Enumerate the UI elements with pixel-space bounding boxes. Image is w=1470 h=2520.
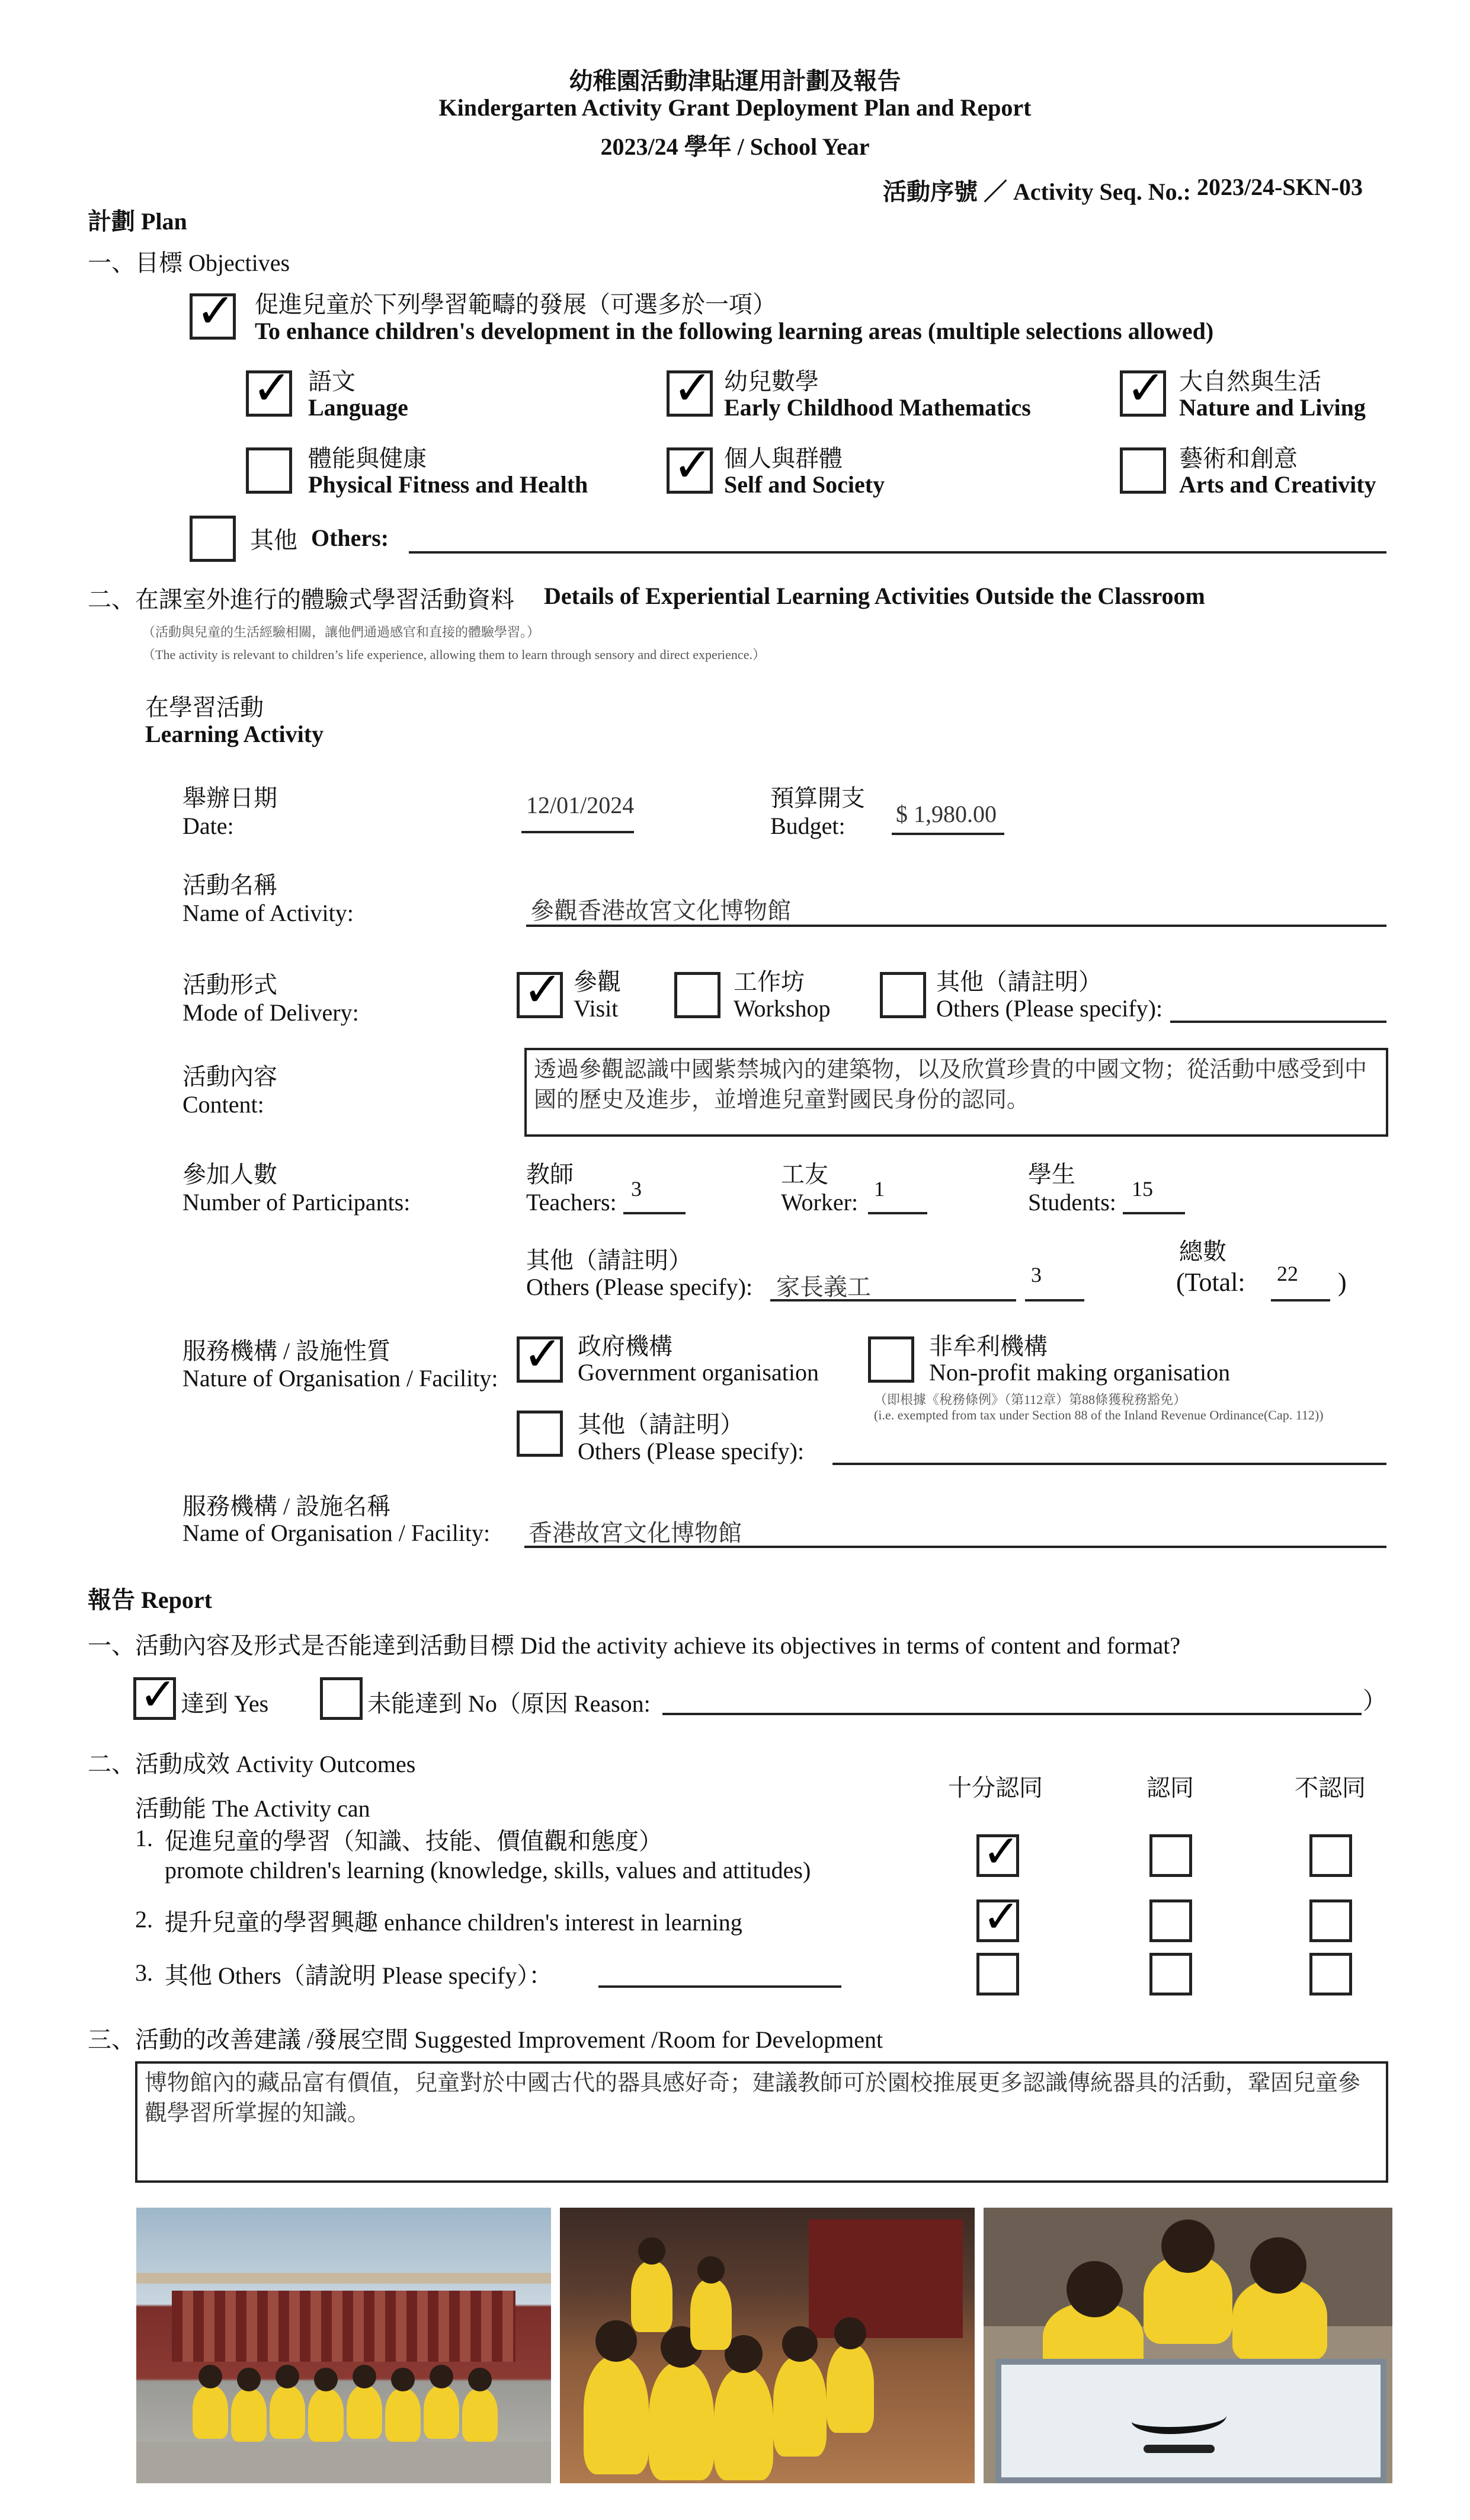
teachers-underline: [623, 1212, 686, 1214]
total-value[interactable]: 22: [1277, 1262, 1298, 1285]
item3-disagree-checkbox[interactable]: [1309, 1953, 1352, 1995]
others-participants-label-zh: 其他（請註明）: [526, 1247, 692, 1274]
school-year: 2023/24 學年 / School Year: [600, 133, 870, 160]
item2-strongly-agree-checkbox[interactable]: [976, 1890, 1020, 1943]
area-society-zh: 個人與群體: [724, 445, 843, 472]
outcomes-intro: 活動能 The Activity can: [135, 1795, 370, 1822]
org-nonprofit-zh: 非牟利機構: [929, 1333, 1048, 1360]
org-government-checkbox[interactable]: [517, 1326, 563, 1383]
org-nonprofit-checkbox[interactable]: [868, 1336, 914, 1383]
no-checkbox[interactable]: [320, 1677, 363, 1720]
area-society-checkbox[interactable]: [667, 437, 713, 494]
mode-workshop-en: Workshop: [734, 995, 831, 1022]
total-label-en: (Total:: [1176, 1268, 1245, 1297]
org-others-checkbox[interactable]: [517, 1411, 563, 1457]
details-note-en: （The activity is relevant to children’s life experience, allowing them to learn through sensory and direct experience.）: [142, 647, 766, 662]
students-label-en: Students:: [1028, 1189, 1116, 1216]
details-heading-en: Details of Experiential Learning Activities Outside the Classroom: [544, 583, 1205, 609]
item3-text: 其他 Others（請說明 Please specify）：: [165, 1962, 553, 1989]
objective-main-checkbox[interactable]: [190, 283, 236, 340]
date-underline: [521, 831, 634, 833]
col-strongly-agree: 十分認同: [948, 1774, 1043, 1801]
item2-agree-checkbox[interactable]: [1149, 1899, 1192, 1942]
item3-field[interactable]: [598, 1985, 841, 1988]
area-arts-zh: 藝術和創意: [1179, 445, 1298, 472]
mode-workshop-checkbox[interactable]: [674, 972, 720, 1018]
reason-close: ）: [1363, 1687, 1386, 1714]
activity-name-value[interactable]: 參觀香港故宮文化博物館: [530, 897, 791, 924]
item3-num: 3.: [135, 1959, 153, 1986]
mode-visit-zh: 參觀: [574, 968, 621, 995]
area-nature-zh: 大自然與生活: [1179, 368, 1321, 395]
area-arts-en: Arts and Creativity: [1179, 471, 1376, 498]
area-language-zh: 語文: [308, 368, 356, 395]
budget-label-en: Budget:: [770, 813, 846, 839]
area-math-zh: 幼兒數學: [724, 368, 819, 395]
item2-disagree-checkbox[interactable]: [1309, 1899, 1352, 1942]
col-disagree: 不認同: [1295, 1774, 1366, 1801]
no-label: 未能達到 No（原因 Reason:: [367, 1690, 651, 1717]
org-others-field[interactable]: [832, 1463, 1386, 1465]
check-icon: ✓: [252, 360, 292, 416]
activity-name-underline: [526, 925, 1386, 927]
activity-name-label-zh: 活動名稱: [182, 872, 277, 898]
teachers-label-en: Teachers:: [526, 1189, 617, 1216]
area-nature-en: Nature and Living: [1179, 394, 1366, 421]
objective-main-zh: 促進兒童於下列學習範疇的發展（可選多於一項）: [255, 291, 776, 318]
others-participants-value[interactable]: 3: [1031, 1263, 1042, 1287]
budget-label-zh: 預算開支: [770, 785, 865, 811]
students-underline: [1123, 1212, 1185, 1214]
check-icon: ✓: [523, 962, 563, 1018]
plan-heading: 計劃 Plan: [88, 208, 187, 235]
org-others-zh: 其他（請註明）: [578, 1411, 744, 1438]
item2-num: 2.: [135, 1906, 153, 1933]
area-language-checkbox[interactable]: [246, 360, 292, 417]
objective-others-zh: 其他: [250, 527, 297, 554]
content-label-zh: 活動內容: [182, 1063, 277, 1090]
budget-underline: [892, 833, 1004, 835]
title-zh: 幼稚園活動津貼運用計劃及報告: [569, 68, 901, 94]
photo-children-drawing: [984, 2208, 1392, 2483]
area-math-en: Early Childhood Mathematics: [724, 394, 1031, 421]
check-icon: ✓: [672, 360, 713, 416]
org-nature-label-zh: 服務機構 / 設施性質: [182, 1338, 391, 1364]
seq-label: 活動序號 ／ Activity Seq. No.:: [883, 178, 1191, 205]
check-icon: ✓: [139, 1668, 177, 1721]
students-value[interactable]: 15: [1132, 1177, 1153, 1201]
area-fitness-zh: 體能與健康: [308, 445, 427, 472]
mode-label-en: Mode of Delivery:: [182, 999, 359, 1026]
worker-label-en: Worker:: [781, 1189, 859, 1216]
improve-heading: 三、活動的改善建議 /發展空間 Suggested Improvement /Room for Development: [88, 2026, 883, 2053]
worker-underline: [868, 1212, 927, 1214]
col-agree: 認同: [1146, 1774, 1194, 1801]
org-name-label-en: Name of Organisation / Facility:: [182, 1520, 491, 1546]
report-heading: 報告 Report: [88, 1587, 212, 1613]
area-arts-checkbox[interactable]: [1120, 447, 1166, 494]
details-note-zh: （活動與兒童的生活經驗相關，讓他們通過感官和直接的體驗學習。）: [142, 625, 540, 639]
mode-others-zh: 其他（請註明）: [936, 968, 1102, 995]
others-participants-underline: [1025, 1299, 1084, 1301]
reason-field[interactable]: [662, 1713, 1362, 1715]
budget-value[interactable]: $ 1,980.00: [896, 801, 997, 827]
area-math-checkbox[interactable]: [667, 360, 713, 417]
learning-activity-zh: 在學習活動: [145, 694, 264, 721]
objective-others-checkbox[interactable]: [190, 516, 236, 562]
objective-others-en: Others:: [311, 525, 389, 551]
seq-value: 2023/24-SKN-03: [1197, 174, 1363, 200]
objective-main-en: To enhance children's development in the following learning areas (multiple selections allowed): [255, 318, 1214, 344]
org-others-en: Others (Please specify):: [578, 1438, 805, 1464]
item3-strongly-agree-checkbox[interactable]: [976, 1953, 1019, 1995]
mode-label-zh: 活動形式: [182, 971, 277, 998]
mode-others-en: Others (Please specify):: [936, 995, 1163, 1022]
item1-strongly-agree-checkbox[interactable]: [976, 1825, 1020, 1878]
org-nature-label-en: Nature of Organisation / Facility:: [182, 1365, 498, 1392]
yes-label: 達到 Yes: [181, 1690, 269, 1717]
content-label-en: Content:: [182, 1091, 264, 1118]
title-en: Kindergarten Activity Grant Deployment Plan and Report: [438, 94, 1032, 121]
others-participants-text-underline: [770, 1299, 1016, 1301]
area-nature-checkbox[interactable]: [1120, 360, 1166, 417]
area-fitness-checkbox[interactable]: [246, 447, 292, 494]
teachers-value[interactable]: 3: [631, 1177, 642, 1201]
item1-agree-checkbox[interactable]: [1149, 1834, 1192, 1877]
check-icon: ✓: [982, 1825, 1020, 1878]
item2-text: 提升兒童的學習興趣 enhance children's interest in learning: [165, 1909, 742, 1936]
check-icon: ✓: [672, 437, 713, 493]
content-value[interactable]: 透過參觀認識中國紫禁城內的建築物，以及欣賞珍貴的中國文物；從活動中感受到中國的歷史及進步，並增進兒童對國民身份的認同。: [524, 1048, 1388, 1137]
area-language-en: Language: [308, 394, 408, 421]
mode-visit-checkbox[interactable]: [517, 962, 563, 1018]
check-icon: ✓: [523, 1326, 563, 1382]
org-nonprofit-en: Non-profit making organisation: [929, 1359, 1231, 1386]
item1-en: promote children's learning (knowledge, skills, values and attitudes): [165, 1857, 811, 1883]
objective-others-field[interactable]: [409, 551, 1386, 554]
item1-zh: 促進兒童的學習（知識、技能、價值觀和態度）: [165, 1828, 662, 1854]
item1-disagree-checkbox[interactable]: [1309, 1834, 1352, 1877]
yes-checkbox[interactable]: [133, 1668, 177, 1721]
others-participants-label-en: Others (Please specify):: [526, 1274, 753, 1300]
worker-value[interactable]: 1: [874, 1177, 885, 1201]
org-government-en: Government organisation: [578, 1359, 819, 1386]
check-icon: ✓: [1126, 360, 1166, 416]
improve-value[interactable]: 博物館內的藏品富有價值，兒童對於中國古代的器具感好奇；建議教師可於園校推展更多認識傳統器具的活動，鞏固兒童參觀學習所掌握的知識。: [135, 2061, 1388, 2183]
photo-group-outdoor: [136, 2208, 551, 2483]
others-participants-text[interactable]: 家長義工: [776, 1274, 871, 1300]
objectives-heading: 一、目標 Objectives: [88, 250, 290, 276]
worker-label-zh: 工友: [781, 1161, 828, 1188]
area-fitness-en: Physical Fitness and Health: [308, 471, 588, 498]
total-label-zh: 總數: [1179, 1238, 1226, 1265]
mode-others-field[interactable]: [1170, 1021, 1386, 1023]
np-note-en: (i.e. exempted from tax under Section 88 of the Inland Revenue Ordinance(Cap. 112)): [874, 1408, 1324, 1422]
total-close: ): [1338, 1268, 1347, 1297]
learning-activity-en: Learning Activity: [145, 721, 324, 747]
date-value[interactable]: 12/01/2024: [526, 792, 635, 818]
participants-label-en: Number of Participants:: [182, 1189, 411, 1216]
details-heading-zh: 二、在課室外進行的體驗式學習活動資料: [88, 586, 514, 613]
check-icon: ✓: [196, 283, 236, 339]
total-underline: [1271, 1299, 1330, 1301]
check-icon: ✓: [982, 1890, 1020, 1943]
participants-label-zh: 參加人數: [182, 1161, 277, 1188]
report-q1: 一、活動內容及形式是否能達到活動目標 Did the activity achieve its objectives in terms of content and format?: [88, 1632, 1181, 1659]
teachers-label-zh: 教師: [526, 1161, 574, 1188]
item3-agree-checkbox[interactable]: [1149, 1953, 1192, 1995]
outcomes-heading: 二、活動成效 Activity Outcomes: [88, 1751, 416, 1777]
org-government-zh: 政府機構: [578, 1333, 672, 1360]
students-label-zh: 學生: [1028, 1161, 1075, 1188]
area-society-en: Self and Society: [724, 471, 885, 498]
mode-workshop-zh: 工作坊: [734, 968, 805, 995]
org-name-underline: [524, 1546, 1386, 1548]
mode-visit-en: Visit: [574, 995, 619, 1022]
org-name-label-zh: 服務機構 / 設施名稱: [182, 1493, 391, 1520]
date-label-zh: 舉辦日期: [182, 785, 277, 811]
date-label-en: Date:: [182, 813, 234, 839]
photo-children-seated: [560, 2208, 975, 2483]
item1-num: 1.: [135, 1825, 153, 1851]
org-name-value[interactable]: 香港故宮文化博物館: [529, 1520, 742, 1546]
np-note-zh: （即根據《稅務條例》（第112章）第88條獲稅務豁免）: [874, 1392, 1187, 1407]
mode-others-checkbox[interactable]: [880, 972, 926, 1018]
activity-name-label-en: Name of Activity:: [182, 900, 354, 926]
